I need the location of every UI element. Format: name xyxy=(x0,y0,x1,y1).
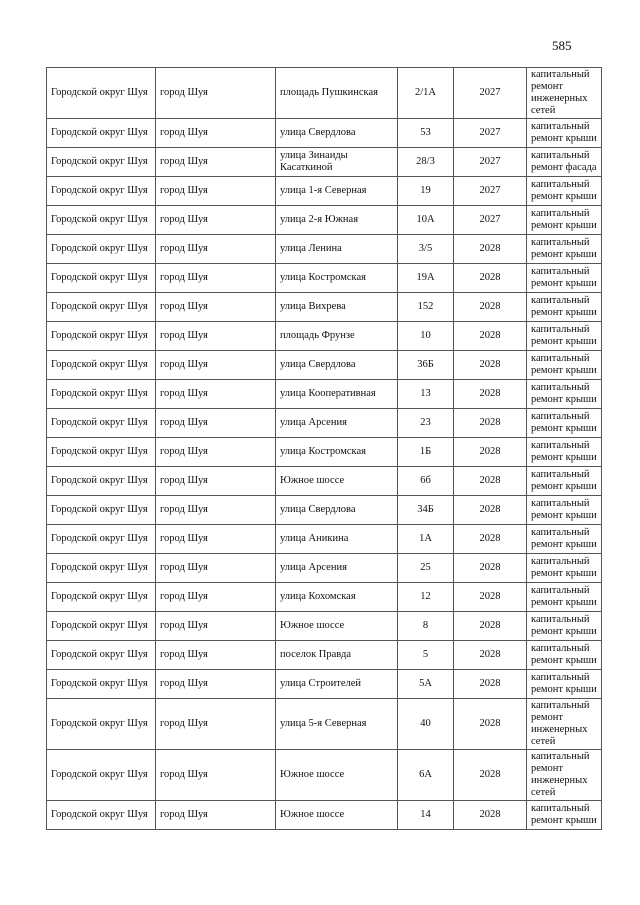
cell-year: 2028 xyxy=(454,670,527,699)
cell-work: капитальный ремонт крыши xyxy=(527,177,602,206)
cell-year: 2028 xyxy=(454,641,527,670)
cell-street: улица Арсения xyxy=(276,409,398,438)
cell-district: Городской округ Шуя xyxy=(47,293,156,322)
cell-year: 2028 xyxy=(454,380,527,409)
cell-district: Городской округ Шуя xyxy=(47,119,156,148)
table-row xyxy=(47,322,602,351)
cell-house: 8 xyxy=(398,612,454,641)
cell-street: улица Костромская xyxy=(276,264,398,293)
cell-city: город Шуя xyxy=(156,554,276,583)
cell-city: город Шуя xyxy=(156,699,276,750)
cell-district: Городской округ Шуя xyxy=(47,235,156,264)
cell-house: 10А xyxy=(398,206,454,235)
table-row xyxy=(47,612,602,641)
cell-city: город Шуя xyxy=(156,235,276,264)
cell-house: 2/1А xyxy=(398,68,454,119)
cell-year: 2028 xyxy=(454,467,527,496)
cell-district: Городской округ Шуя xyxy=(47,177,156,206)
table-row xyxy=(47,641,602,670)
cell-year: 2028 xyxy=(454,235,527,264)
cell-year: 2028 xyxy=(454,699,527,750)
cell-house: 53 xyxy=(398,119,454,148)
cell-work: капитальный ремонт крыши xyxy=(527,670,602,699)
table-row xyxy=(47,699,602,750)
cell-district: Городской округ Шуя xyxy=(47,467,156,496)
cell-district: Городской округ Шуя xyxy=(47,496,156,525)
cell-house: 10 xyxy=(398,322,454,351)
cell-street: Южное шоссе xyxy=(276,467,398,496)
cell-work: капитальный ремонт крыши xyxy=(527,119,602,148)
table-row xyxy=(47,750,602,801)
cell-street: улица Свердлова xyxy=(276,496,398,525)
cell-work: капитальный ремонт крыши xyxy=(527,496,602,525)
cell-street: улица Свердлова xyxy=(276,351,398,380)
cell-street: улица 1-я Северная xyxy=(276,177,398,206)
cell-work: капитальный ремонт крыши xyxy=(527,235,602,264)
cell-street: улица Кооперативная xyxy=(276,380,398,409)
cell-house: 19А xyxy=(398,264,454,293)
cell-house: 34Б xyxy=(398,496,454,525)
cell-street: Южное шоссе xyxy=(276,612,398,641)
cell-house: 3/5 xyxy=(398,235,454,264)
cell-street: улица Костромская xyxy=(276,438,398,467)
cell-city: город Шуя xyxy=(156,467,276,496)
cell-house: 1Б xyxy=(398,438,454,467)
cell-street: улица Зинаиды Касаткиной xyxy=(276,148,398,177)
cell-year: 2028 xyxy=(454,525,527,554)
table-row xyxy=(47,525,602,554)
cell-year: 2028 xyxy=(454,322,527,351)
cell-city: город Шуя xyxy=(156,119,276,148)
cell-district: Городской округ Шуя xyxy=(47,750,156,801)
cell-city: город Шуя xyxy=(156,68,276,119)
cell-house: 40 xyxy=(398,699,454,750)
cell-district: Городской округ Шуя xyxy=(47,670,156,699)
cell-city: город Шуя xyxy=(156,206,276,235)
cell-year: 2027 xyxy=(454,68,527,119)
cell-city: город Шуя xyxy=(156,641,276,670)
cell-year: 2028 xyxy=(454,612,527,641)
cell-year: 2028 xyxy=(454,801,527,830)
cell-district: Городской округ Шуя xyxy=(47,525,156,554)
cell-city: город Шуя xyxy=(156,525,276,554)
cell-house: 23 xyxy=(398,409,454,438)
cell-work: капитальный ремонт инженерных сетей xyxy=(527,699,602,750)
table-row xyxy=(47,293,602,322)
cell-work: капитальный ремонт крыши xyxy=(527,351,602,380)
cell-street: Южное шоссе xyxy=(276,801,398,830)
cell-work: капитальный ремонт фасада xyxy=(527,148,602,177)
cell-city: город Шуя xyxy=(156,380,276,409)
cell-house: 5А xyxy=(398,670,454,699)
cell-house: 152 xyxy=(398,293,454,322)
table-row xyxy=(47,68,602,119)
cell-year: 2028 xyxy=(454,351,527,380)
table-row xyxy=(47,380,602,409)
cell-street: Южное шоссе xyxy=(276,750,398,801)
cell-house: 1А xyxy=(398,525,454,554)
cell-district: Городской округ Шуя xyxy=(47,68,156,119)
cell-street: улица Свердлова xyxy=(276,119,398,148)
cell-district: Городской округ Шуя xyxy=(47,380,156,409)
cell-street: улица 2-я Южная xyxy=(276,206,398,235)
cell-house: 6б xyxy=(398,467,454,496)
cell-year: 2028 xyxy=(454,293,527,322)
table-row xyxy=(47,583,602,612)
cell-district: Городской округ Шуя xyxy=(47,612,156,641)
cell-year: 2027 xyxy=(454,177,527,206)
cell-district: Городской округ Шуя xyxy=(47,409,156,438)
table-row xyxy=(47,206,602,235)
cell-work: капитальный ремонт крыши xyxy=(527,641,602,670)
cell-house: 5 xyxy=(398,641,454,670)
cell-street: улица Ленина xyxy=(276,235,398,264)
cell-work: капитальный ремонт крыши xyxy=(527,409,602,438)
table-row xyxy=(47,351,602,380)
cell-work: капитальный ремонт крыши xyxy=(527,380,602,409)
cell-street: улица Аникина xyxy=(276,525,398,554)
cell-work: капитальный ремонт крыши xyxy=(527,264,602,293)
cell-city: город Шуя xyxy=(156,438,276,467)
cell-street: площадь Фрунзе xyxy=(276,322,398,351)
cell-work: капитальный ремонт крыши xyxy=(527,467,602,496)
cell-city: город Шуя xyxy=(156,264,276,293)
table-row xyxy=(47,409,602,438)
cell-district: Городской округ Шуя xyxy=(47,148,156,177)
cell-work: капитальный ремонт крыши xyxy=(527,525,602,554)
cell-work: капитальный ремонт крыши xyxy=(527,554,602,583)
cell-city: город Шуя xyxy=(156,496,276,525)
table-row xyxy=(47,554,602,583)
page-number: 585 xyxy=(552,38,572,53)
cell-work: капитальный ремонт крыши xyxy=(527,206,602,235)
table-row xyxy=(47,148,602,177)
cell-district: Городской округ Шуя xyxy=(47,206,156,235)
cell-house: 13 xyxy=(398,380,454,409)
cell-city: город Шуя xyxy=(156,583,276,612)
cell-district: Городской округ Шуя xyxy=(47,351,156,380)
cell-year: 2027 xyxy=(454,119,527,148)
cell-year: 2028 xyxy=(454,409,527,438)
cell-city: город Шуя xyxy=(156,750,276,801)
repair-table xyxy=(46,67,602,830)
cell-house: 6А xyxy=(398,750,454,801)
cell-city: город Шуя xyxy=(156,612,276,641)
cell-street: улица 5-я Северная xyxy=(276,699,398,750)
cell-work: капитальный ремонт крыши xyxy=(527,801,602,830)
cell-work: капитальный ремонт инженерных сетей xyxy=(527,750,602,801)
cell-district: Городской округ Шуя xyxy=(47,699,156,750)
cell-district: Городской округ Шуя xyxy=(47,801,156,830)
cell-work: капитальный ремонт крыши xyxy=(527,612,602,641)
table-row xyxy=(47,438,602,467)
table-row xyxy=(47,177,602,206)
cell-house: 14 xyxy=(398,801,454,830)
cell-work: капитальный ремонт крыши xyxy=(527,293,602,322)
table-row xyxy=(47,670,602,699)
cell-street: улица Арсения xyxy=(276,554,398,583)
cell-year: 2027 xyxy=(454,206,527,235)
cell-house: 25 xyxy=(398,554,454,583)
table-row xyxy=(47,801,602,830)
cell-house: 12 xyxy=(398,583,454,612)
cell-district: Городской округ Шуя xyxy=(47,264,156,293)
cell-work: капитальный ремонт крыши xyxy=(527,438,602,467)
cell-work: капитальный ремонт инженерных сетей xyxy=(527,68,602,119)
cell-house: 19 xyxy=(398,177,454,206)
cell-street: поселок Правда xyxy=(276,641,398,670)
cell-district: Городской округ Шуя xyxy=(47,583,156,612)
table-row xyxy=(47,235,602,264)
table-row xyxy=(47,467,602,496)
cell-year: 2028 xyxy=(454,264,527,293)
cell-district: Городской округ Шуя xyxy=(47,438,156,467)
cell-work: капитальный ремонт крыши xyxy=(527,583,602,612)
cell-street: улица Вихрева xyxy=(276,293,398,322)
cell-city: город Шуя xyxy=(156,293,276,322)
cell-street: улица Кохомская xyxy=(276,583,398,612)
cell-year: 2027 xyxy=(454,148,527,177)
cell-year: 2028 xyxy=(454,496,527,525)
cell-house: 36Б xyxy=(398,351,454,380)
cell-street: улица Строителей xyxy=(276,670,398,699)
cell-street: площадь Пушкинская xyxy=(276,68,398,119)
cell-district: Городской округ Шуя xyxy=(47,322,156,351)
cell-work: капитальный ремонт крыши xyxy=(527,322,602,351)
cell-city: город Шуя xyxy=(156,801,276,830)
cell-year: 2028 xyxy=(454,438,527,467)
table-row xyxy=(47,119,602,148)
cell-city: город Шуя xyxy=(156,670,276,699)
cell-house: 28/3 xyxy=(398,148,454,177)
cell-city: город Шуя xyxy=(156,322,276,351)
table-row xyxy=(47,264,602,293)
cell-city: город Шуя xyxy=(156,409,276,438)
cell-city: город Шуя xyxy=(156,351,276,380)
cell-year: 2028 xyxy=(454,554,527,583)
cell-year: 2028 xyxy=(454,750,527,801)
table-row xyxy=(47,496,602,525)
cell-district: Городской округ Шуя xyxy=(47,641,156,670)
cell-city: город Шуя xyxy=(156,177,276,206)
cell-city: город Шуя xyxy=(156,148,276,177)
cell-year: 2028 xyxy=(454,583,527,612)
cell-district: Городской округ Шуя xyxy=(47,554,156,583)
